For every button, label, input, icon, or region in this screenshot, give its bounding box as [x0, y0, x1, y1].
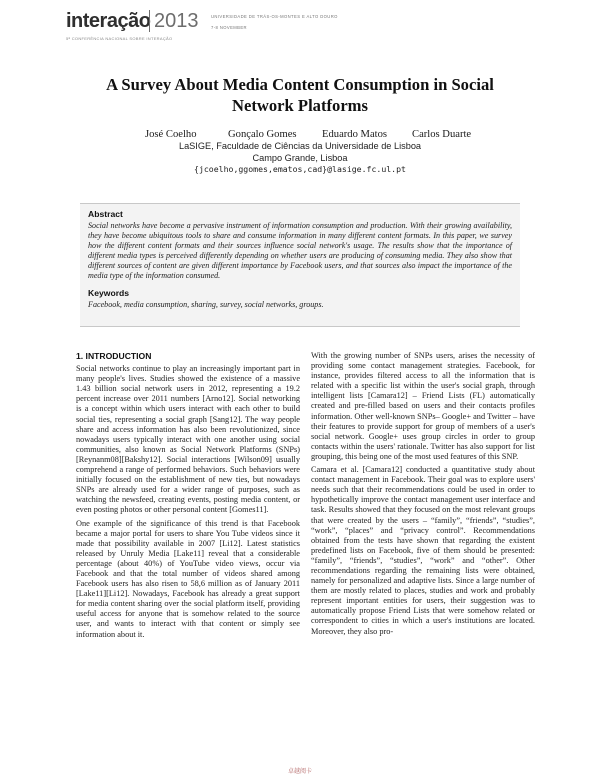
conference-header [66, 8, 386, 42]
body-paragraph: One example of the significance of this trend is that Facebook became a major portal for users to share You Tube videos since it made that possibility available in 2007 [Li12]. Latest statistics released by Unruly Media [Lake11] reveal that a considerable percentage (about 40%) of YouTube video views, occur via Facebook and that the total number of videos shared among Facebook users has also risen to 58,6 million as of January 2011 [Lake11][Li12]. Nowadays, Facebook has already a great support for media content sharing over the social platform itself, providing useful access for anyone that is somehow related to the source user, and wants to interact with that content or simply see information about it. [76, 518, 300, 639]
author-emails: {jcoelho,ggomes,ematos,cad}@lasige.fc.ul.pt [194, 164, 406, 174]
conference-tagline: 5ª CONFERÊNCIA NACIONAL SOBRE INTERAÇÃO [66, 36, 173, 41]
affiliation-address: Campo Grande, Lisboa [252, 153, 348, 163]
body-paragraph: Social networks continue to play an increasingly important part in many people's lives. Studies showed the existence of a massive 1.43 billion social network users in 2012, representing a 19.2 percent increase over 2011 numbers [Arno12]. Social networking is a concept within which users interact with each other to build social ties, representing a social graph [Sang12]. The way people share and access information has also been revolutionized, since nowadays users typically interact with one another using social communities, also known as Social Network Platforms (SNPs) [Reynanm08][Bakshy12]. Social interactions [Wilson09] usually comprehend a range of performed behaviors. Such behaviors were initially focused on the establishment of new ties, but nowadays SNPs are already used for a wider range of purposes, such as watching the newsfeed, creating events, posting media content, or even posting photos or other personal content [Gomes11]. [76, 364, 300, 515]
author-name: Carlos Duarte [412, 129, 472, 140]
abstract-box [80, 203, 520, 327]
body-paragraph: Camara et al. [Camara12] conducted a quantitative study about contact management in Facebook. Their goal was to explore users' needs such that their recommendations could be used in order to hypothetically improve the contact management user interface and task. Results showed that they focused on the most relevant groups that were created by the users – “family”, “friends”, “studies”, “work”, “places” and “privacy control”. Recommendations obtained from the tests have shown that regarding the existent predefined lists on Facebook, five of them should be presented: “family”, “friends”, “studies”, “work” and “other”. Other recommendations regarding the remaining lists were obtained, namely for personalized and adaptive lists. Since a large number of them are mostly related to places, studies and work and probably represent important entities for users, their suggestion was to automatically propose Friend Lists that were somehow related or correspondent to cities in which a user's institutions are located. Moreover, they also pro- [311, 465, 535, 636]
body-column-left [76, 351, 300, 643]
conference-university: UNIVERSIDADE DE TRÁS-OS-MONTES E ALTO DOURO [211, 14, 338, 19]
paper-title: A Survey About Media Content Consumption in Social Network Platforms [106, 75, 494, 115]
conference-date: 7-8 NOVEMBER [211, 25, 247, 30]
footer-watermark: 卓越阅卡 [287, 769, 312, 775]
body-paragraph: With the growing number of SNPs users, arises the necessity of providing some contact management strategies. Facebook, for instance, provides filtered access to all the information that is related with a specific list within the user's social graph, through intelligent lists [Camara12] – Friend Lists (FL) automatically created and pre-filled based on users and their contacts profiles information. Other well-known SNPs– Google+ and Twitter – have their features to provide support for group of members of a user's social network. Google+ uses group circles in order to group contacts within the users' rationale. Twitter has also support for list grouping, this being one of the most used features of this SNP. [311, 351, 535, 461]
author-name: Eduardo Matos [322, 129, 388, 140]
body-column-right [311, 351, 535, 640]
keywords-text: Facebook, media consumption, sharing, survey, social networks, groups. [88, 299, 324, 309]
conference-logo-year: 2013 [149, 10, 199, 32]
conference-logo-word: interação [66, 10, 151, 32]
author-name: José Coelho [145, 129, 197, 140]
author-name: Gonçalo Gomes [228, 129, 297, 140]
section-heading-introduction: 1. INTRODUCTION [76, 351, 152, 361]
abstract-text: Social networks have become a pervasive instrument of information consumption and production. With their growing availability, they have become ubiquitous tools to share and consume information in many different content formats. In this paper, we survey how the different content formats and their sources influence social network's usage. The results show that the importance of different media types is perceived differently depending on whether users are producing of consuming media. They also show that different sources of content are given different importance by Facebook users, and that sources also impact the importance of the media type of the information consumed. [88, 221, 512, 281]
affiliation-institution: LaSIGE, Faculdade de Ciências da Universidade de Lisboa [178, 141, 422, 151]
keywords-heading: Keywords [88, 287, 130, 298]
abstract-heading: Abstract [88, 209, 123, 219]
